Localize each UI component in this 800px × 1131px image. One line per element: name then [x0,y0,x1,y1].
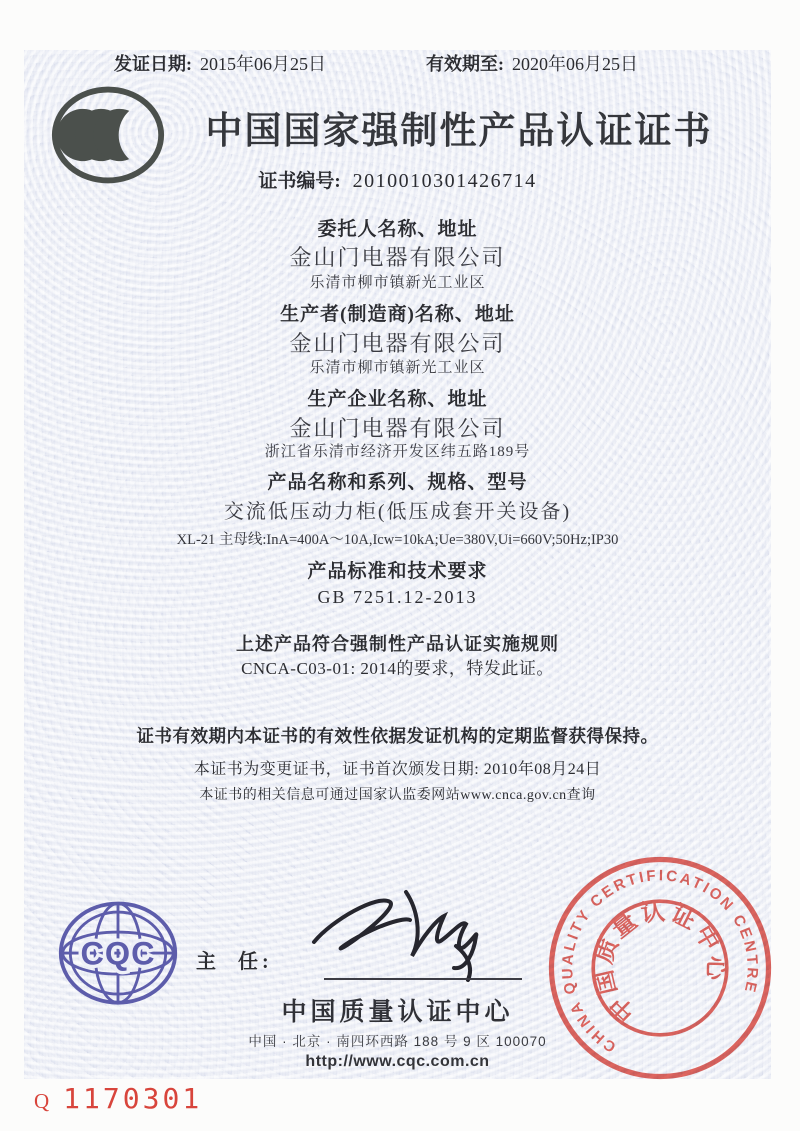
issue-date-value: 2015年06月25日 [200,54,326,74]
factory-name: 金山门电器有限公司 [289,416,506,441]
applicant-name: 金山门电器有限公司 [289,245,506,270]
valid-until-label: 有效期至: [426,54,504,74]
product-spec: XL-21 主母线:InA=400A～10A,Icw=10kA;Ue=380V,Ui=660V;50Hz;IP30 [176,532,619,548]
seal-inner-text: 中国质量认证中心 [590,899,729,1027]
valid-until-pair [426,50,638,76]
info-note: 本证书的相关信息可通过国家认监委网站www.cnca.gov.cn查询 [199,788,596,803]
issue-date-pair [114,50,326,76]
director-signature [306,876,516,988]
standard-heading: 产品标准和技术要求 [307,561,488,582]
applicant-heading: 委托人名称、地址 [317,219,478,240]
product-heading: 产品名称和系列、规格、型号 [267,472,528,493]
standard-number: GB 7251.12-2013 [317,587,478,607]
applicant-address: 乐清市柳市镇新光工业区 [309,275,486,291]
change-note: 本证书为变更证书，证书首次颁发日期: 2010年08月24日 [193,761,602,778]
manufacturer-name: 金山门电器有限公司 [289,331,506,356]
certificate-panel [24,50,771,1079]
manufacturer-address: 乐清市柳市镇新光工业区 [309,360,486,376]
seal-ring-text: CHINA QUALITY CERTIFICATION CENTRE [559,867,761,1056]
org-name: 中国质量认证中心 [281,998,514,1026]
serial-number [34,1082,202,1115]
certificate-number-value: 2010010301426714 [352,170,537,192]
factory-heading: 生产企业名称、地址 [307,389,488,410]
factory-address: 浙江省乐清市经济开发区纬五路189号 [264,444,531,460]
org-address: 中国 · 北京 · 南四环西路 188 号 9 区 100070 [248,1034,547,1049]
serial-digits: 1170301 [63,1082,203,1115]
director-label: 主 任: [196,951,273,973]
conformity-statement-line2: CNCA-C03-01: 2014的要求，特发此证。 [241,659,554,678]
product-name: 交流低压动力柜(低压成套开关设备) [223,501,572,523]
official-seal [504,812,800,1124]
cqc-logo-text: CQC [80,935,156,972]
conformity-statement-line1: 上述产品符合强制性产品认证实施规则 [236,634,559,654]
signature-underline [324,978,522,980]
certificate-title: 中国国家强制性产品认证证书 [205,110,713,151]
certificate-number-row [24,166,771,193]
svg-text:CHINA QUALITY CERTIFICATION [529,837,777,1064]
serial-prefix: Q [34,1089,50,1113]
validity-note: 证书有效期内本证书的有效性依据发证机构的定期监督获得保持。 [136,726,659,746]
issue-date-label: 发证日期: [114,54,192,74]
org-url: http://www.cqc.com.cn [305,1053,490,1070]
manufacturer-heading: 生产者(制造商)名称、地址 [280,304,515,325]
valid-until-value: 2020年06月25日 [512,54,638,74]
certificate-number-label: 证书编号: [258,171,341,192]
